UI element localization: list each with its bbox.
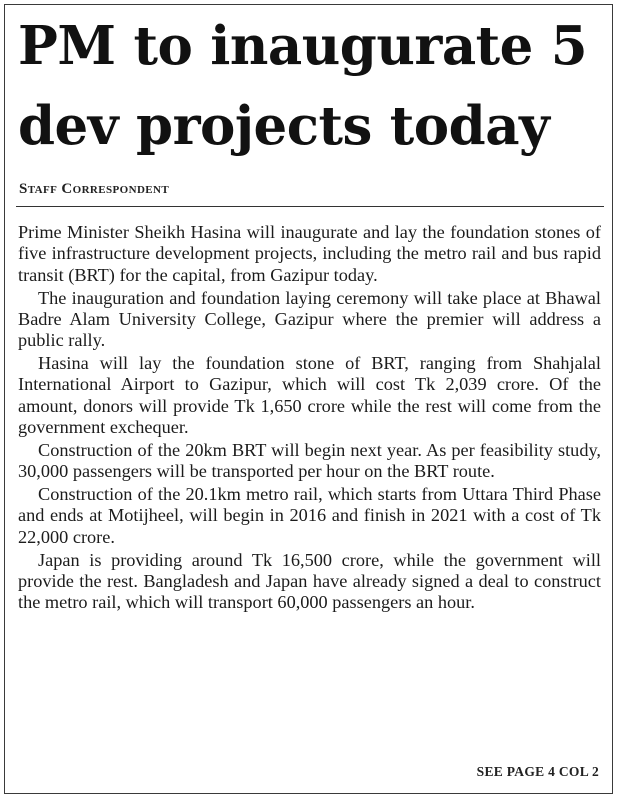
paragraph: Construction of the 20.1km metro rail, which starts from Uttara Third Phase and ends at Motijheel, will begin in 2016 and finish in 2021 with a cost of Tk 22,000 crore. (18, 484, 601, 547)
paragraph: The inauguration and foundation laying ceremony will take place at Bhawal Badre Alam University College, Gazipur where the premier will address a public rally. (18, 287, 601, 351)
paragraph: Hasina will lay the foundation stone of BRT, ranging from Shahjalal International Airport to Gazipur, which will cost Tk 2,039 crore. Of the amount, donors will provide Tk 1,650 crore while the rest will come from the government exchequer. (18, 353, 601, 438)
article-body (18, 222, 601, 615)
headline: PM to inaugurate 5 dev projects today (18, 15, 588, 157)
byline: Staff Correspondent (19, 181, 170, 197)
continuation-jump-line: SEE PAGE 4 COL 2 (476, 764, 599, 779)
paragraph: Japan is providing around Tk 16,500 crore, while the government will provide the rest. Bangladesh and Japan have already signed a deal to construct the metro rail, which will transport 60,000 passengers an hour. (18, 549, 601, 613)
paragraph: Construction of the 20km BRT will begin next year. As per feasibility study, 30,000 passengers will be transported per hour on the BRT route. (18, 439, 601, 482)
paragraph: Prime Minister Sheikh Hasina will inaugurate and lay the foundation stones of five infrastructure development projects, including the metro rail and bus rapid transit (BRT) for the capital, from Gazipur today. (18, 222, 601, 285)
byline-divider (16, 206, 604, 207)
